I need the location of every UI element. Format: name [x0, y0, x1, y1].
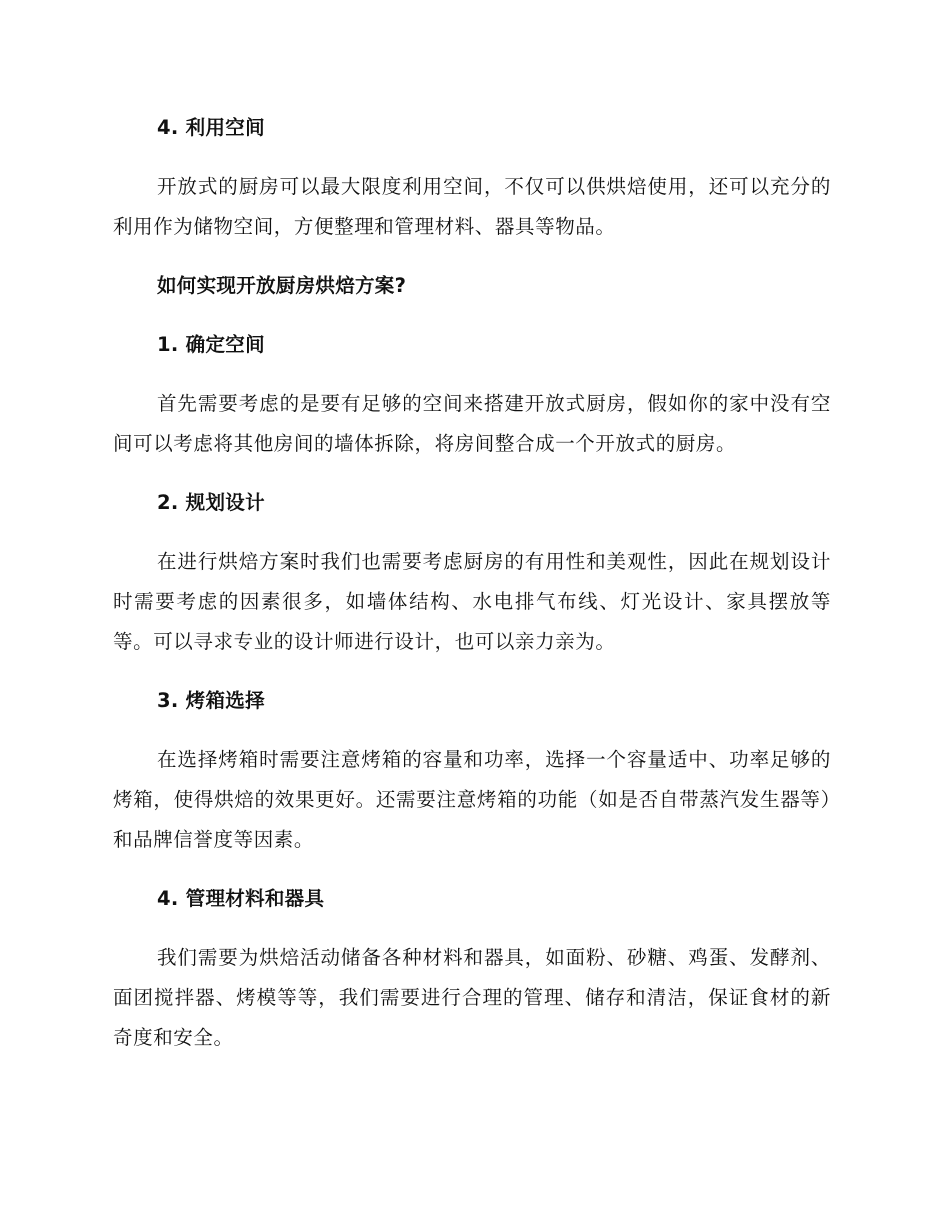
section-heading-manage-materials: 4. 管理材料和器具	[157, 887, 325, 910]
section-heading-determine-space: 1. 确定空间	[157, 333, 265, 356]
paragraph-manage-materials: 我们需要为烘焙活动储备各种材料和器具，如面粉、砂糖、鸡蛋、发酵剂、面团搅拌器、烤模等等，我们需要进行合理的管理、储存和清洁，保证食材的新奇度和安全。	[113, 946, 831, 1049]
paragraph-use-space: 开放式的厨房可以最大限度利用空间，不仅可以供烘焙使用，还可以充分的利用作为储物空间，方便整理和管理材料、器具等物品。	[113, 175, 831, 238]
section-heading-use-space: 4. 利用空间	[157, 116, 265, 139]
section-heading-oven-selection: 3. 烤箱选择	[157, 689, 265, 712]
section-heading-planning-design: 2. 规划设计	[157, 491, 265, 514]
paragraph-oven-selection: 在选择烤箱时需要注意烤箱的容量和功率，选择一个容量适中、功率足够的烤箱，使得烘焙的效果更好。还需要注意烤箱的功能（如是否自带蒸汽发生器等）和品牌信誉度等因素。	[113, 748, 831, 851]
document-body	[113, 108, 831, 1058]
paragraph-planning-design: 在进行烘焙方案时我们也需要考虑厨房的有用性和美观性，因此在规划设计时需要考虑的因素很多，如墙体结构、水电排气布线、灯光设计、家具摆放等等。可以寻求专业的设计师进行设计，也可以亲力亲为。	[113, 550, 831, 653]
paragraph-determine-space: 首先需要考虑的是要有足够的空间来搭建开放式厨房，假如你的家中没有空间可以考虑将其他房间的墙体拆除，将房间整合成一个开放式的厨房。	[113, 392, 831, 455]
section-heading-how-to: 如何实现开放厨房烘焙方案?	[157, 274, 407, 297]
